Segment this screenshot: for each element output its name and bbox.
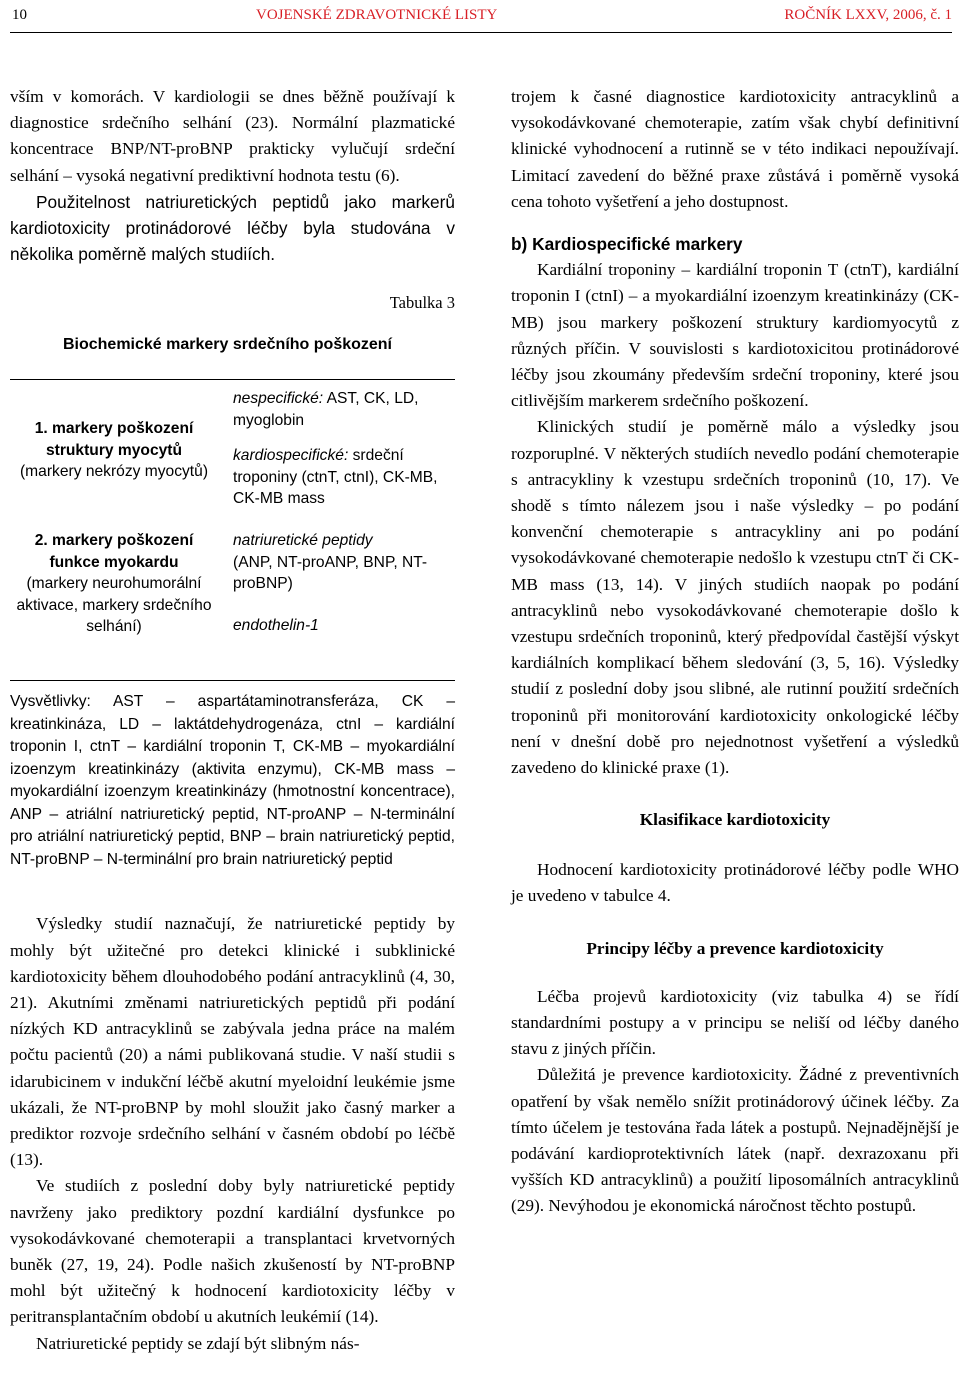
paragraph: trojem k časné diagnostice kardiotoxicity antracyklinů a vysokodávkované chemoterapie, zatím však chybí definitivní klinické vyhodnocení a rutinně se v této indikaci nepoužívají. Limitací zavedení do běžné praxe zůstává i poměrně vysoká cena tohoto vyšetření a jeho dostupnost.	[511, 87, 959, 211]
paragraph: Použitelnost natriuretických peptidů jako markerů kardiotoxicity protinádorové léčby byla studována v několika poměrně malých studiích.	[10, 191, 455, 265]
table-cell	[10, 520, 218, 660]
table-group-heading: 2. markery poškození funkce myokardu	[34, 532, 194, 571]
table-group-note: (markery nekrózy myocytů)	[19, 463, 209, 481]
table-entry-text: (ANP, NT-proANP, BNP, NT-proBNP)	[233, 553, 428, 593]
table-note: Vysvětlivky: AST – aspartátaminotransferáza, CK – kreatinkináza, LD – laktátdehydrogenáza, ctnI – kardiální troponin I, ctnT – kardiální troponin T, CK-MB – myokardiální izoenzym kreatinkinázy (aktivita enzymu), CK-MB mass – myokardiální izoenzym kreatinkinázy (hmotnostní koncentrace), ANP – atriální natriuretický peptid, NT-proANP – N-terminální pro atriální natriuretický peptid, BNP – brain natriuretický peptid, NT-proBNP – N-terminální pro brain natriuretický peptid	[10, 693, 455, 868]
paragraph: Ve studiích z poslední doby byly natriuretické peptidy navrženy jako prediktory pozdní kardiální dysfunkce po vysokodávkované chemoterapii a transplantaci krvetvorných buněk (27, 19, 24). Podle našich zkušeností by NT-proBNP mohl být užitečný k hodnocení kardiotoxicity léčby v peritransplantačním období u akutních leukémií (14).	[10, 1176, 455, 1327]
table-entry-label: natriuretické peptidy	[233, 532, 373, 550]
paragraph: Natriuretické peptidy se zdají být slibným nás-	[36, 1333, 360, 1353]
table-entry-label: kardiospecifické:	[233, 447, 349, 465]
section-heading: b) Kardiospecifické markery	[511, 234, 743, 255]
table-entry-text: srdeční troponiny (ctnT, ctnI), CK-MB, CK-MB mass	[233, 447, 438, 508]
page-number: 10	[12, 7, 27, 23]
table-label: Tabulka 3	[389, 293, 455, 313]
paragraph: Důležitá je prevence kardiotoxicity. Žádné z preventivních opatření by však nemělo snížit protinádorový účinek léčby. Za tímto účelem je testována řada látek a postupů. Nejnadějnější je podávání kardioprotektivních látek (např. dexrazoxanu při vyšších KD antracyklinů) a použití liposomálních antracyklinů (29). Nevýhodou je ekonomická náročnost těchto postupů.	[511, 1065, 959, 1216]
section-heading: Klasifikace kardiotoxicity	[639, 810, 831, 830]
paragraph: Výsledky studií naznačují, že natriuretické peptidy by mohly být užitečné pro detekci klinické i subklinické kardiotoxicity během dlouhodobého podání antracyklinů (4, 30, 21). Akutními změnami natriuretických peptidů při podání nízkých KD antracyklinů se zabývala jedna práce na malém počtu pacientů (20) a námi publikovaná studie. V naší studii s idarubicinem v indukční léčbě akutní myeloidní leukémie jsme ukázali, že NT-proBNP by mohl sloužit jako časný marker a prediktor rozvoje srdečního selhání v časném období po léčbě (13).	[10, 914, 455, 1170]
journal-title: VOJENSKÉ ZDRAVOTNICKÉ LISTY	[256, 7, 498, 23]
table-entry	[233, 388, 455, 431]
table-title: Biochemické markery srdečního poškození	[62, 336, 392, 354]
table-cell	[10, 380, 218, 520]
table-group-heading: 1. markery poškození struktury myocytů	[34, 420, 194, 459]
left-column	[10, 84, 455, 1357]
table-group-note: (markery neurohumorální aktivace, markery srdečního selhání)	[16, 575, 212, 636]
paragraph: vším v komorách. V kardiologii se dnes běžně používají k diagnostice srdečního selhání (23). Normální plazmatické koncentrace BNP/NT-proBNP prakticky vylučují srdeční selhání – vysoká negativní prediktivní hodnota testu (6).	[10, 87, 455, 185]
volume-info: ROČNÍK LXXV, 2006, č. 1	[784, 7, 952, 23]
paragraph: Klinických studií je poměrně málo a výsledky jsou rozporuplné. V některých studiích nevedlo podání chemoterapie s antracykliny k vzestupu srdečních troponinů (10, 17). Ve shodě s tímto nálezem jsou i naše výsledky – po podání konvenční chemoterapie s antracykliny ani po podání vysokodávkované chemoterapie nedošlo k vzestupu ctnT či CK-MB mass (13, 14). V jiných studiích naopak po podání antracyklinů nebo vysokodávkované chemoterapie došlo k vzestupu srdečních troponinů, který předpovídal častější výskyt kardiálních komplikací během sledování (3, 5, 16). Výsledky studií z poslední doby jsou slibné, ale rutinní použití srdečních troponinů při monitorování kardiotoxicity onkologické léčby není v dnešní době pro nejednotnost vyšetření a výsledků zavedeno do klinické praxe (1).	[511, 417, 959, 778]
table-cell	[233, 380, 455, 530]
table-column-left	[10, 380, 218, 680]
right-column	[511, 84, 959, 1220]
running-header	[10, 4, 952, 33]
paragraph: Hodnocení kardiotoxicity protinádorové léčby podle WHO je uvedeno v tabulce 4.	[511, 860, 959, 906]
table-entry	[233, 615, 455, 637]
paragraph: Léčba projevů kardiotoxicity (viz tabulka 4) se řídí standardními postupy a v principu se neliší od léčby daného stavu z jiných příčin.	[511, 986, 959, 1059]
table-entry	[233, 445, 455, 510]
paragraph: Kardiální troponiny – kardiální troponin T (ctnT), kardiální troponin I (ctnI) – a myokardiální izoenzym kreatinkinázy (CK-MB) jsou markery poškození struktury kardiomyocytů z různých příčin. V souvislosti s kardiotoxicitou protinádorové léčby jsou zkoumány především srdeční troponiny, které jsou citlivějším markerem srdečního poškození.	[511, 260, 959, 411]
table-entry-label: endothelin-1	[233, 616, 319, 634]
table-cell	[233, 530, 455, 680]
table-column-right	[218, 380, 455, 680]
table-entry	[233, 530, 455, 595]
table-entry-text: AST, CK, LD, myoglobin	[233, 390, 419, 429]
marker-table	[10, 379, 455, 681]
section-heading: Principy léčby a prevence kardiotoxicity	[586, 938, 884, 958]
table-entry-label: nespecifické:	[233, 390, 324, 408]
